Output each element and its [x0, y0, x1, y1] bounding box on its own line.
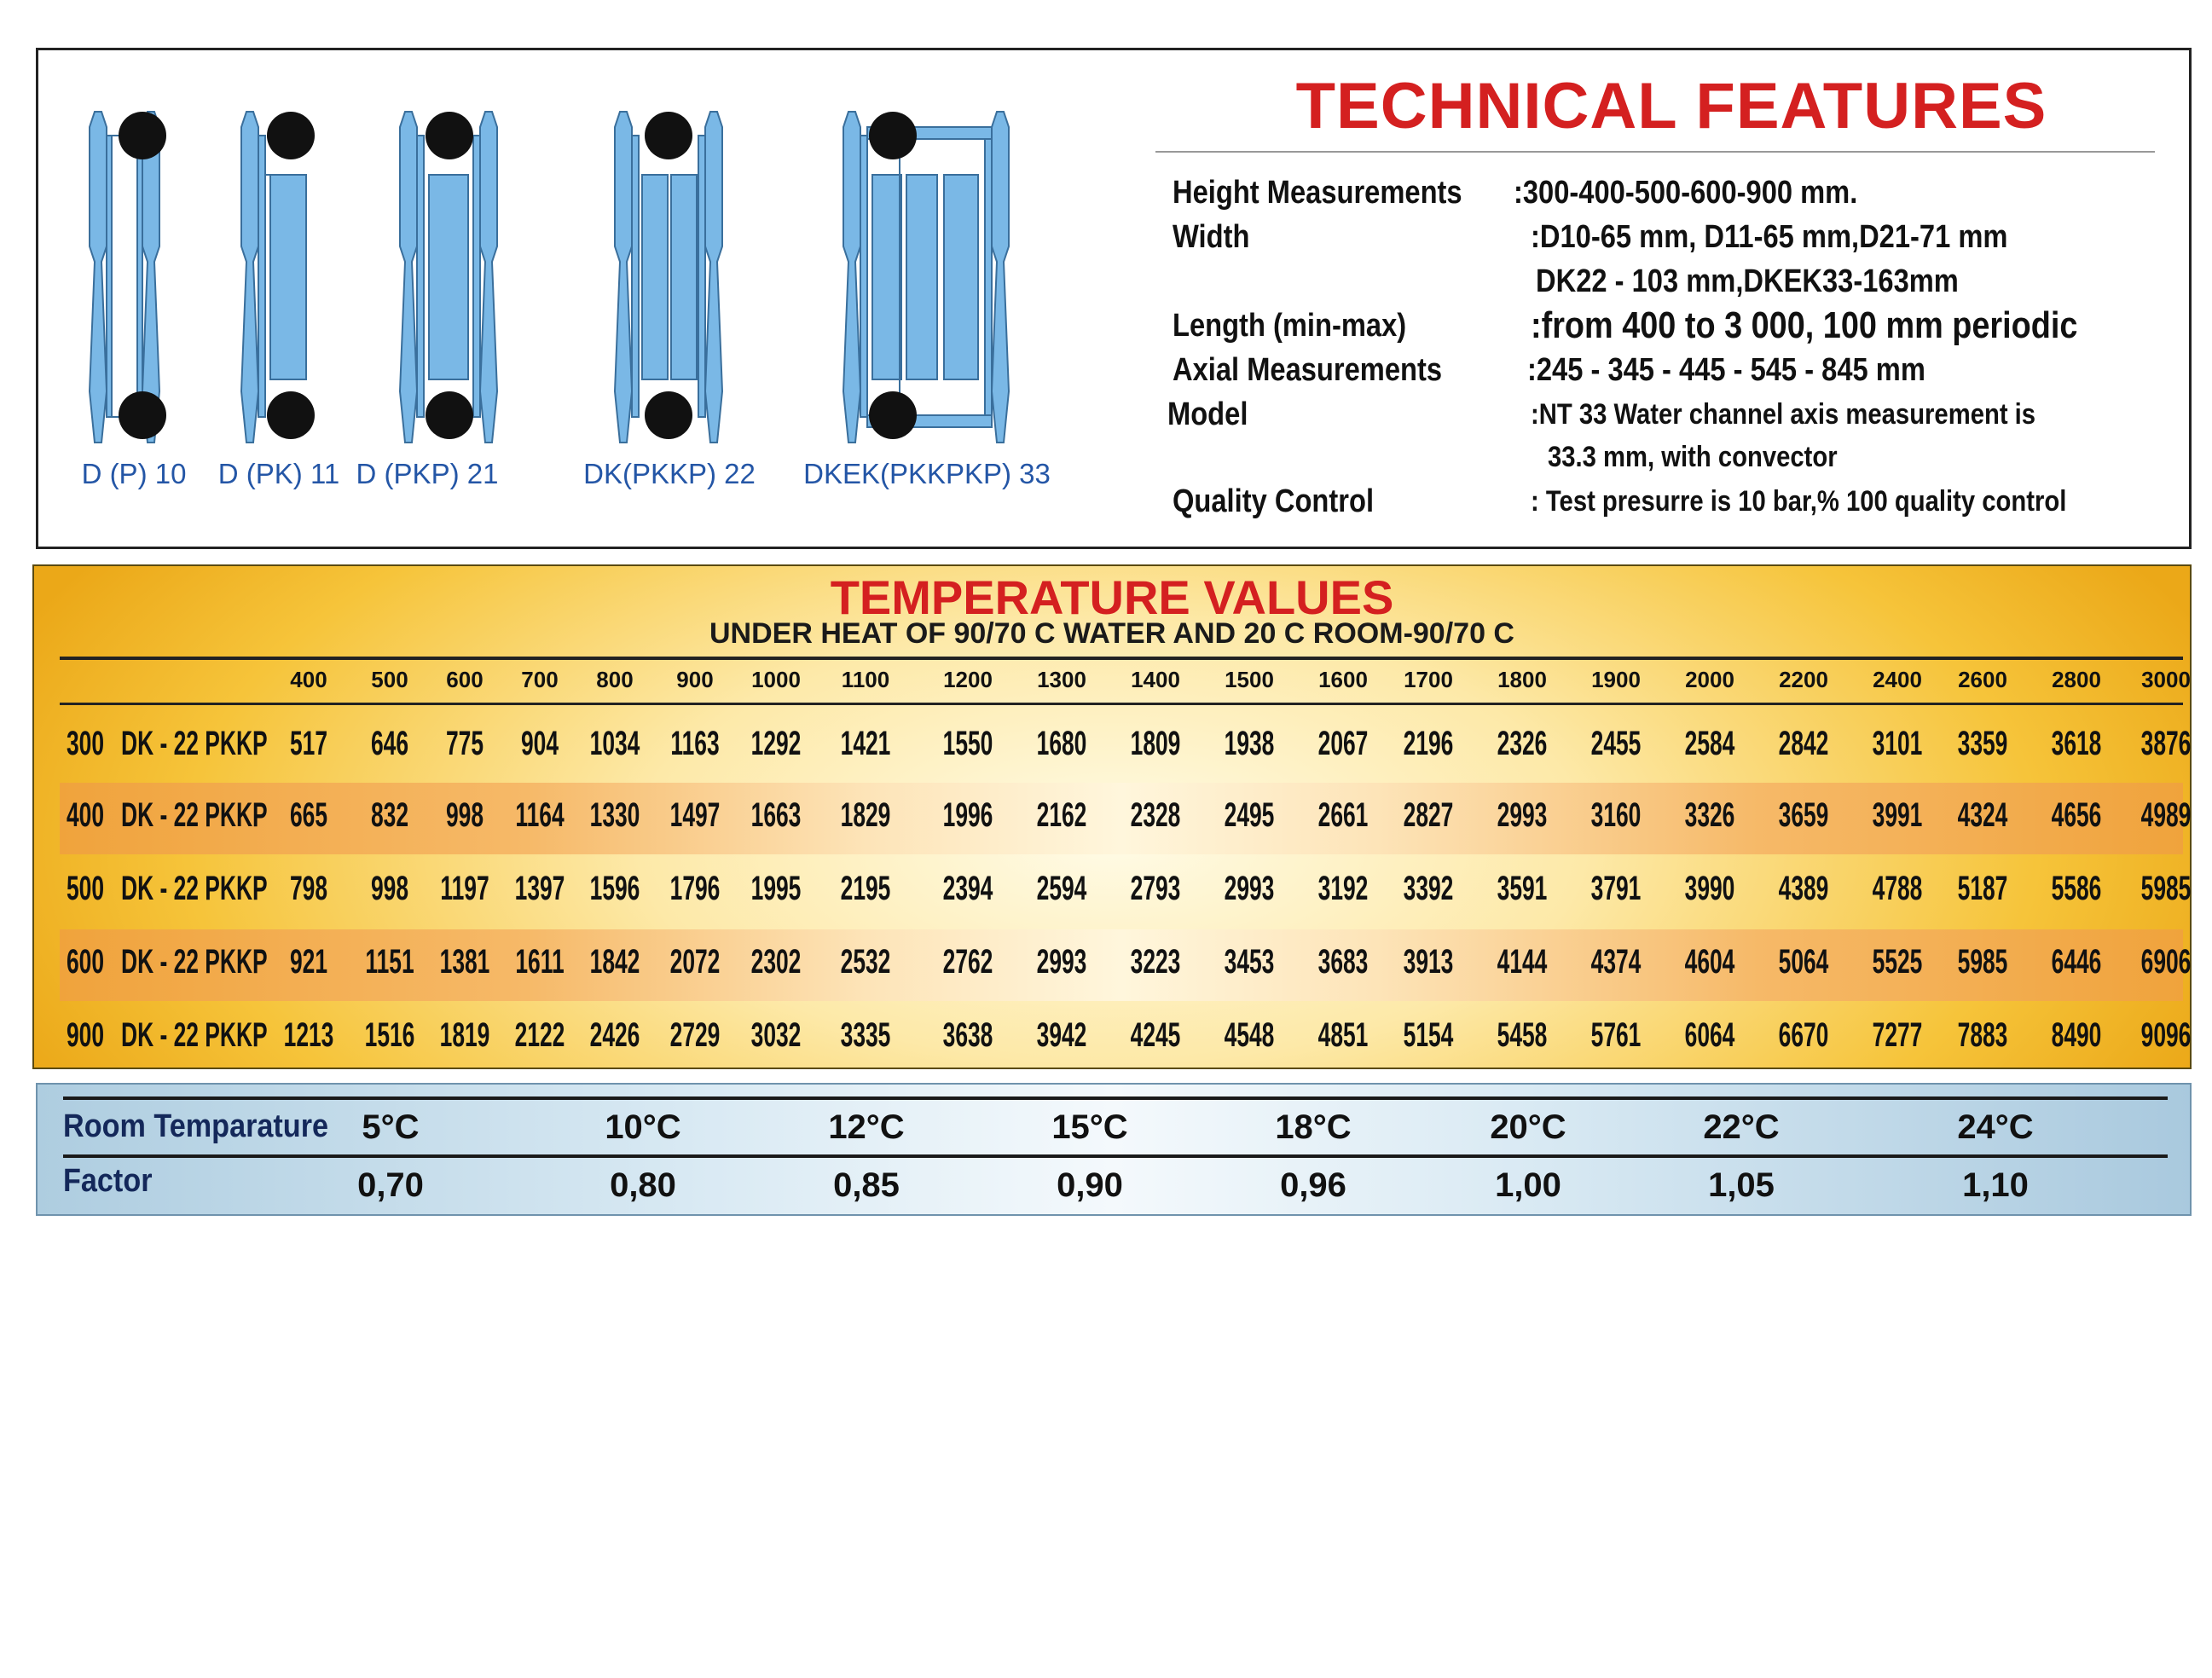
table-cell: 2302 — [750, 943, 802, 981]
row-model: DK - 22 PKKP — [121, 1016, 268, 1054]
radiator-diagrams — [38, 50, 1181, 547]
row-model: DK - 22 PKKP — [121, 870, 268, 907]
table-cell: 3791 — [1590, 870, 1642, 907]
model-label-d-p-10: D (P) 10 — [81, 458, 187, 489]
table-cell: 5985 — [2140, 870, 2192, 907]
table-cell: 1292 — [750, 725, 802, 762]
temperature-title: TEMPERATURE VALUES — [830, 570, 1394, 624]
table-cell: 4989 — [2140, 796, 2192, 834]
table-cell: 2162 — [1036, 796, 1087, 834]
technical-features-title: TECHNICAL FEATURES — [1295, 70, 2047, 142]
spec-value-height: :300-400-500-600-900 mm. — [1514, 175, 1858, 211]
spec-value-width: :D10-65 mm, D11-65 mm,D21-71 mm — [1531, 219, 2008, 255]
factor-top-rule — [63, 1096, 2168, 1100]
table-row — [60, 1003, 2192, 1074]
spec-label-height: Height Measurements — [1173, 175, 1462, 211]
spec-label-axial: Axial Measurements — [1173, 352, 1443, 388]
table-cell: 3192 — [1317, 870, 1369, 907]
table-cell: 2993 — [1224, 870, 1275, 907]
length-header: 900 — [676, 667, 714, 692]
row-height: 600 — [66, 943, 105, 981]
model-label-d-pkp-21: D (PKP) 21 — [356, 458, 499, 489]
table-cell: 2594 — [1036, 870, 1087, 907]
table-cell: 3101 — [1872, 725, 1923, 762]
table-cell: 5154 — [1403, 1016, 1454, 1054]
factor-label: Factor — [63, 1163, 153, 1199]
length-header: 700 — [521, 667, 559, 692]
table-cell: 1663 — [750, 796, 802, 834]
table-cell: 4788 — [1872, 870, 1923, 907]
room-temperature-value: 18°C — [1275, 1108, 1352, 1146]
table-cell: 3032 — [750, 1016, 802, 1054]
table-cell: 3638 — [942, 1016, 993, 1054]
length-header: 2000 — [1685, 667, 1734, 692]
table-cell: 921 — [289, 943, 328, 981]
table-cell: 1197 — [440, 870, 489, 907]
table-cell: 6446 — [2051, 943, 2102, 981]
table-cell: 4656 — [2051, 796, 2102, 834]
row-height: 300 — [66, 725, 105, 762]
table-cell: 3659 — [1778, 796, 1829, 834]
table-cell: 775 — [445, 725, 484, 762]
row-model: DK - 22 PKKP — [121, 725, 268, 762]
table-cell: 998 — [445, 796, 484, 834]
table-cell: 5761 — [1590, 1016, 1642, 1054]
factor-value: 0,70 — [357, 1166, 424, 1204]
table-cell: 2827 — [1403, 796, 1454, 834]
table-cell: 2729 — [669, 1016, 721, 1054]
spec-value-model-2: 33.3 mm, with convector — [1548, 441, 1838, 473]
room-temperature-label: Room Temparature — [63, 1108, 329, 1144]
factor-value: 1,00 — [1495, 1166, 1561, 1204]
title-divider — [1155, 151, 2155, 153]
table-cell: 1938 — [1224, 725, 1275, 762]
diagram-d-pkp-21 — [400, 112, 497, 443]
table-cell: 2195 — [840, 870, 891, 907]
table-cell: 3223 — [1130, 943, 1181, 981]
table-cell: 1397 — [514, 870, 565, 907]
length-header: 1700 — [1404, 667, 1453, 692]
length-header: 1000 — [751, 667, 801, 692]
table-cell: 7883 — [1957, 1016, 2008, 1054]
length-header: 3000 — [2141, 667, 2191, 692]
table-cell: 1151 — [365, 943, 414, 981]
room-temperature-factor-panel — [36, 1083, 2192, 1216]
table-cell: 9096 — [2140, 1016, 2192, 1054]
diagram-d-pk-11 — [241, 112, 315, 443]
table-cell: 1034 — [589, 725, 640, 762]
table-cell: 646 — [370, 725, 409, 762]
table-cell: 3876 — [2140, 725, 2192, 762]
table-cell: 2993 — [1036, 943, 1087, 981]
spec-value-model: :NT 33 Water channel axis measurement is — [1531, 398, 2036, 431]
table-cell: 2122 — [514, 1016, 565, 1054]
row-model: DK - 22 PKKP — [121, 796, 268, 834]
factor-mid-rule — [63, 1154, 2168, 1158]
table-cell: 1516 — [364, 1016, 415, 1054]
table-cell: 998 — [370, 870, 409, 907]
table-cell: 1163 — [670, 725, 720, 762]
table-row — [60, 711, 2192, 783]
row-height: 500 — [66, 870, 105, 907]
table-cell: 2661 — [1317, 796, 1369, 834]
table-cell: 1995 — [750, 870, 802, 907]
diagram-d-p-10 — [90, 112, 166, 443]
table-cell: 2196 — [1403, 725, 1454, 762]
table-cell: 2762 — [942, 943, 993, 981]
table-cell: 4374 — [1590, 943, 1642, 981]
table-cell: 798 — [289, 870, 328, 907]
length-header: 2400 — [1873, 667, 1922, 692]
length-header: 400 — [290, 667, 327, 692]
diagram-dk-pkkp-22 — [615, 112, 722, 443]
model-label-dk-pkkp-22: DK(PKKP) 22 — [583, 458, 756, 489]
table-cell: 3359 — [1957, 725, 2008, 762]
table-cell: 1819 — [439, 1016, 490, 1054]
length-header: 1500 — [1225, 667, 1274, 692]
table-cell: 5458 — [1497, 1016, 1548, 1054]
table-cell: 1497 — [669, 796, 721, 834]
room-temperature-value: 5°C — [362, 1108, 420, 1146]
model-label-dkek-pkkpkp-33: DKEK(PKKPKP) 33 — [803, 458, 1051, 489]
table-cell: 1829 — [840, 796, 891, 834]
table-row — [60, 929, 2192, 1001]
table-cell: 8490 — [2051, 1016, 2102, 1054]
technical-features — [1155, 50, 2187, 547]
table-cell: 2455 — [1590, 725, 1642, 762]
table-cell: 2532 — [840, 943, 891, 981]
spec-value-axial: :245 - 345 - 445 - 545 - 845 mm — [1527, 352, 1925, 388]
table-cell: 2793 — [1130, 870, 1181, 907]
spec-value-quality: : Test presurre is 10 bar,% 100 quality control — [1531, 485, 2067, 518]
table-row — [60, 856, 2192, 928]
table-cell: 3326 — [1684, 796, 1735, 834]
table-cell: 3591 — [1497, 870, 1548, 907]
table-cell: 7277 — [1872, 1016, 1923, 1054]
room-temperature-value: 10°C — [605, 1108, 681, 1146]
spec-label-length: Length (min-max) — [1173, 308, 1407, 344]
table-cell: 904 — [520, 725, 559, 762]
factor-value: 1,10 — [1962, 1166, 2029, 1204]
length-header: 500 — [371, 667, 408, 692]
table-cell: 1842 — [589, 943, 640, 981]
table-cell: 5064 — [1778, 943, 1829, 981]
length-header: 2600 — [1958, 667, 2007, 692]
technical-features-box — [36, 48, 2192, 549]
table-cell: 1596 — [589, 870, 640, 907]
table-cell: 3991 — [1872, 796, 1923, 834]
spec-value-width-2: DK22 - 103 mm,DKEK33-163mm — [1536, 263, 1959, 299]
table-cell: 832 — [370, 796, 409, 834]
table-cell: 2842 — [1778, 725, 1829, 762]
table-cell: 2584 — [1684, 725, 1735, 762]
length-header: 1900 — [1591, 667, 1641, 692]
table-cell: 5187 — [1957, 870, 2008, 907]
table-cell: 1330 — [589, 796, 640, 834]
factor-value: 0,80 — [610, 1166, 676, 1204]
factor-value: 0,90 — [1057, 1166, 1123, 1204]
table-cell: 2067 — [1317, 725, 1369, 762]
table-cell: 3335 — [840, 1016, 891, 1054]
table-cell: 517 — [289, 725, 328, 762]
room-temperature-value: 24°C — [1957, 1108, 2034, 1146]
table-cell: 2326 — [1497, 725, 1548, 762]
table-cell: 6906 — [2140, 943, 2192, 981]
table-cell: 3990 — [1684, 870, 1735, 907]
row-model: DK - 22 PKKP — [121, 943, 268, 981]
table-cell: 1381 — [439, 943, 490, 981]
table-cell: 5525 — [1872, 943, 1923, 981]
table-cell: 2993 — [1497, 796, 1548, 834]
table-cell: 1809 — [1130, 725, 1181, 762]
table-cell: 2328 — [1130, 796, 1181, 834]
table-cell: 4245 — [1130, 1016, 1181, 1054]
table-cell: 4144 — [1497, 943, 1548, 981]
table-cell: 3942 — [1036, 1016, 1087, 1054]
table-cell: 6064 — [1684, 1016, 1735, 1054]
table-cell: 3453 — [1224, 943, 1275, 981]
spec-value-length: :from 400 to 3 000, 100 mm periodic — [1531, 304, 2078, 346]
table-cell: 1213 — [283, 1016, 334, 1054]
length-header: 1300 — [1037, 667, 1086, 692]
table-cell: 4548 — [1224, 1016, 1275, 1054]
table-cell: 2394 — [942, 870, 993, 907]
length-header: 800 — [596, 667, 634, 692]
table-cell: 4604 — [1684, 943, 1735, 981]
table-cell: 6670 — [1778, 1016, 1829, 1054]
room-temperature-value: 20°C — [1490, 1108, 1566, 1146]
room-temperature-value: 12°C — [828, 1108, 905, 1146]
table-cell: 2426 — [589, 1016, 640, 1054]
length-header: 1400 — [1131, 667, 1180, 692]
table-cell: 665 — [289, 796, 328, 834]
room-temperature-value: 22°C — [1703, 1108, 1780, 1146]
table-cell: 1550 — [942, 725, 993, 762]
table-row — [60, 783, 2192, 854]
factor-value: 0,96 — [1280, 1166, 1346, 1204]
table-cell: 1421 — [840, 725, 891, 762]
table-cell: 5586 — [2051, 870, 2102, 907]
row-height: 900 — [66, 1016, 105, 1054]
length-header: 1100 — [841, 667, 890, 692]
table-cell: 2495 — [1224, 796, 1275, 834]
spec-label-model: Model — [1167, 396, 1248, 432]
table-cell: 3618 — [2051, 725, 2102, 762]
table-cell: 4851 — [1317, 1016, 1369, 1054]
table-cell: 5985 — [1957, 943, 2008, 981]
length-header: 2200 — [1779, 667, 1828, 692]
length-header: 1600 — [1318, 667, 1368, 692]
table-cell: 4324 — [1957, 796, 2008, 834]
diagram-dkek-pkkpkp-33 — [843, 112, 1009, 443]
table-cell: 4389 — [1778, 870, 1829, 907]
length-header: 1200 — [943, 667, 993, 692]
row-height: 400 — [66, 796, 105, 834]
factor-value: 0,85 — [833, 1166, 900, 1204]
table-cell: 1996 — [942, 796, 993, 834]
length-header: 1800 — [1497, 667, 1547, 692]
table-cell: 3392 — [1403, 870, 1454, 907]
table-cell: 1164 — [515, 796, 565, 834]
table-cell: 1680 — [1036, 725, 1087, 762]
spec-label-width: Width — [1173, 219, 1250, 255]
factor-value: 1,05 — [1708, 1166, 1775, 1204]
room-temperature-value: 15°C — [1051, 1108, 1128, 1146]
model-label-d-pk-11: D (PK) 11 — [217, 458, 340, 489]
table-cell: 3913 — [1403, 943, 1454, 981]
header-rule — [60, 703, 2183, 705]
table-cell: 1611 — [515, 943, 565, 981]
spec-label-quality: Quality Control — [1173, 483, 1375, 519]
table-cell: 3160 — [1590, 796, 1642, 834]
table-cell: 1796 — [669, 870, 721, 907]
table-top-rule — [60, 657, 2183, 660]
temperature-values-panel — [32, 564, 2192, 1069]
length-header: 600 — [446, 667, 484, 692]
length-header: 2800 — [2052, 667, 2101, 692]
temperature-subtitle: UNDER HEAT OF 90/70 C WATER AND 20 C ROOM-90/70 C — [709, 617, 1514, 650]
table-cell: 2072 — [669, 943, 721, 981]
table-cell: 3683 — [1317, 943, 1369, 981]
